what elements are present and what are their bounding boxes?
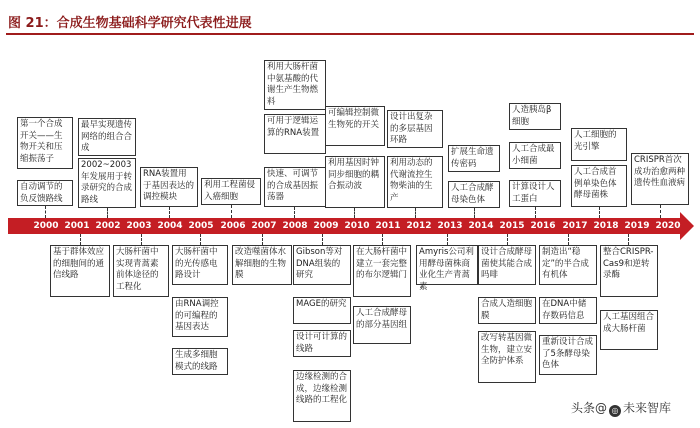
stem-2004: [169, 207, 170, 218]
stem-2005: [231, 205, 232, 218]
event-2016-protein-design: 计算设计人工蛋白: [509, 180, 561, 207]
year-2007: 2007: [251, 221, 277, 231]
year-2010: 2010: [344, 221, 370, 231]
event-2004-rna-programmable: 由RNA调控的可编程的基因表达: [172, 297, 228, 337]
stem-2015-below: [507, 234, 508, 245]
event-2008-edge-detection: 边缘检测的合成，边缘检测线路的工程化: [293, 370, 351, 422]
stem-2019-below: [628, 234, 629, 245]
event-2015-morphine-yeast: 设计合成酵母菌使其能合成吗啡: [478, 245, 536, 285]
event-2000-bio-switch: 第一个合成开关——生物开关和压缩振荡子: [17, 117, 73, 169]
stem-2000: [45, 206, 46, 218]
stem-2012: [415, 208, 416, 218]
event-2002-genetic-network: 最早实现遗传网络的组合合成: [78, 118, 136, 156]
event-2019-crispr-retron: 整合CRISPR-Cas9和逆转录酶: [600, 245, 658, 297]
event-2019-synthetic-ecoli: 人工基因组合成大肠杆菌: [600, 310, 658, 350]
year-2013: 2013: [437, 221, 463, 231]
event-2008-mage: MAGE的研究: [293, 297, 351, 324]
event-2018-single-chromosome: 人工合成首例单染色体酵母菌株: [571, 165, 627, 207]
brand-icon: ◎: [609, 405, 621, 417]
year-2012: 2012: [406, 221, 432, 231]
stem-2019: [660, 205, 661, 218]
event-2008-gibson-assembly: Gibson等对DNA组装的研究: [293, 245, 351, 285]
stem-2005-below: [200, 234, 201, 245]
event-2011-boolean-logic: 在大肠杆菌中建立一套完整的布尔逻辑门: [353, 245, 411, 297]
event-2015-biocontainment: 改写转基因微生物，建立安全防护体系: [478, 331, 536, 383]
stem-2018: [599, 207, 600, 218]
year-2006: 2006: [220, 221, 246, 231]
event-2017-semisynthetic-organism: 制造出“稳定”的半合成有机体: [539, 245, 597, 285]
event-2015-artificial-membrane: 合成人造细胞膜: [478, 297, 536, 324]
event-2012-multilayer-circuit: 设计出复杂的多层基因环路: [387, 110, 443, 148]
event-2010-kill-switch: 可编辑控制微生物死的开关: [325, 106, 385, 146]
year-2005: 2005: [188, 221, 214, 231]
event-2017-dna-storage: 在DNA中储存数码信息: [539, 297, 597, 324]
event-2016-minimal-bacteria: 人工合成最小细菌: [509, 142, 561, 169]
stem-2004-below: [141, 234, 142, 245]
stem-2010: [354, 208, 355, 218]
stem-2001: [80, 234, 81, 245]
title-underline: [6, 33, 694, 35]
stem-2017-below: [568, 234, 569, 245]
year-2017: 2017: [562, 221, 588, 231]
year-2008: 2008: [282, 221, 308, 231]
event-2006-phage-biofilm: 改造噬菌体水解细胞的生物膜: [232, 245, 292, 285]
year-2014: 2014: [468, 221, 494, 231]
event-2005-cancer-invasion: 利用工程菌侵入癌细胞: [201, 178, 261, 205]
watermark-prefix: 头条: [571, 401, 596, 415]
year-2015: 2015: [499, 221, 525, 231]
stem-2007: [294, 207, 295, 218]
year-2019: 2019: [624, 221, 650, 231]
year-2003: 2003: [126, 221, 152, 231]
event-2017-five-chromosomes: 重新设计合成了5条酵母染色体: [539, 335, 597, 375]
event-2019-crispr-cure: CRISPR首次成功治愈两种遗传性血液病: [631, 153, 689, 205]
event-2013-genetic-code: 扩展生命遗传密码: [448, 145, 500, 172]
event-2004-multicellular-pattern: 生成多细胞模式的线路: [172, 348, 228, 375]
year-2000: 2000: [33, 221, 59, 231]
year-2004: 2004: [157, 221, 183, 231]
event-2011-yeast-genome: 人工合成酵母的部分基因组: [353, 306, 411, 344]
stem-2008-below: [322, 234, 323, 245]
year-2009: 2009: [313, 221, 339, 231]
year-2002: 2002: [95, 221, 121, 231]
stem-2006-below: [262, 234, 263, 245]
event-2007-oscillator: 快速、可调节的合成基因振荡器: [264, 167, 326, 207]
year-2011: 2011: [375, 221, 401, 231]
event-2001-quorum-sensing: 基于群体效应的细胞间的通信线路: [50, 245, 110, 297]
event-2018-light-engine: 人工细胞的光引擎: [571, 128, 627, 161]
event-2005-light-sensor: 大肠杆菌中的光传感电路设计: [172, 245, 228, 285]
event-2014-yeast-chromosome: 人工合成酵母染色体: [448, 181, 500, 208]
event-2008-computable-circuit: 设计可计算的线路: [293, 330, 351, 357]
stem-2002: [107, 208, 108, 218]
year-2018: 2018: [593, 221, 619, 231]
figure-title: 图 21：合成生物基础科学研究代表性进展: [8, 16, 252, 31]
watermark: [568, 398, 674, 418]
event-2004-rna-device: RNA装置用于基因表达的调控模块: [140, 167, 198, 207]
year-2016: 2016: [530, 221, 556, 231]
event-2008-biofuel: 利用大肠杆菌中氨基酸的代谢生产生物燃料: [264, 60, 326, 110]
event-2008-rna-logic: 可用于逻辑运算的RNA装置: [264, 114, 326, 154]
stem-2011-below: [382, 234, 383, 245]
stem-2016: [535, 207, 536, 218]
event-2010-clock-sync: 利用基因时钟同步细胞的耦合振动波: [325, 156, 385, 208]
year-2020: 2020: [655, 221, 681, 231]
event-2002-transcription-circuit: 2002~2003年发展用于转录研究的合成路线: [78, 158, 136, 208]
stem-2013-below: [447, 234, 448, 245]
event-2012-biodiesel: 利用动态的代谢流控生物柴油的生产: [387, 156, 443, 208]
event-2000-negative-feedback: 自动调节的负反馈路线: [17, 180, 73, 206]
event-2013-amyris-artemisinin: Amyris公司利用酵母菌株商业化生产青蒿素: [416, 245, 478, 285]
year-2001: 2001: [64, 221, 90, 231]
stem-2014: [474, 208, 475, 218]
watermark-name: 未来智库: [623, 401, 672, 415]
event-2004-artemisinin-pathway: 大肠杆菌中实现青蒿素前体途径的工程化: [113, 245, 169, 297]
watermark-separator: @: [595, 401, 608, 415]
event-2016-beta-cell: 人造胰岛β细胞: [509, 103, 561, 130]
